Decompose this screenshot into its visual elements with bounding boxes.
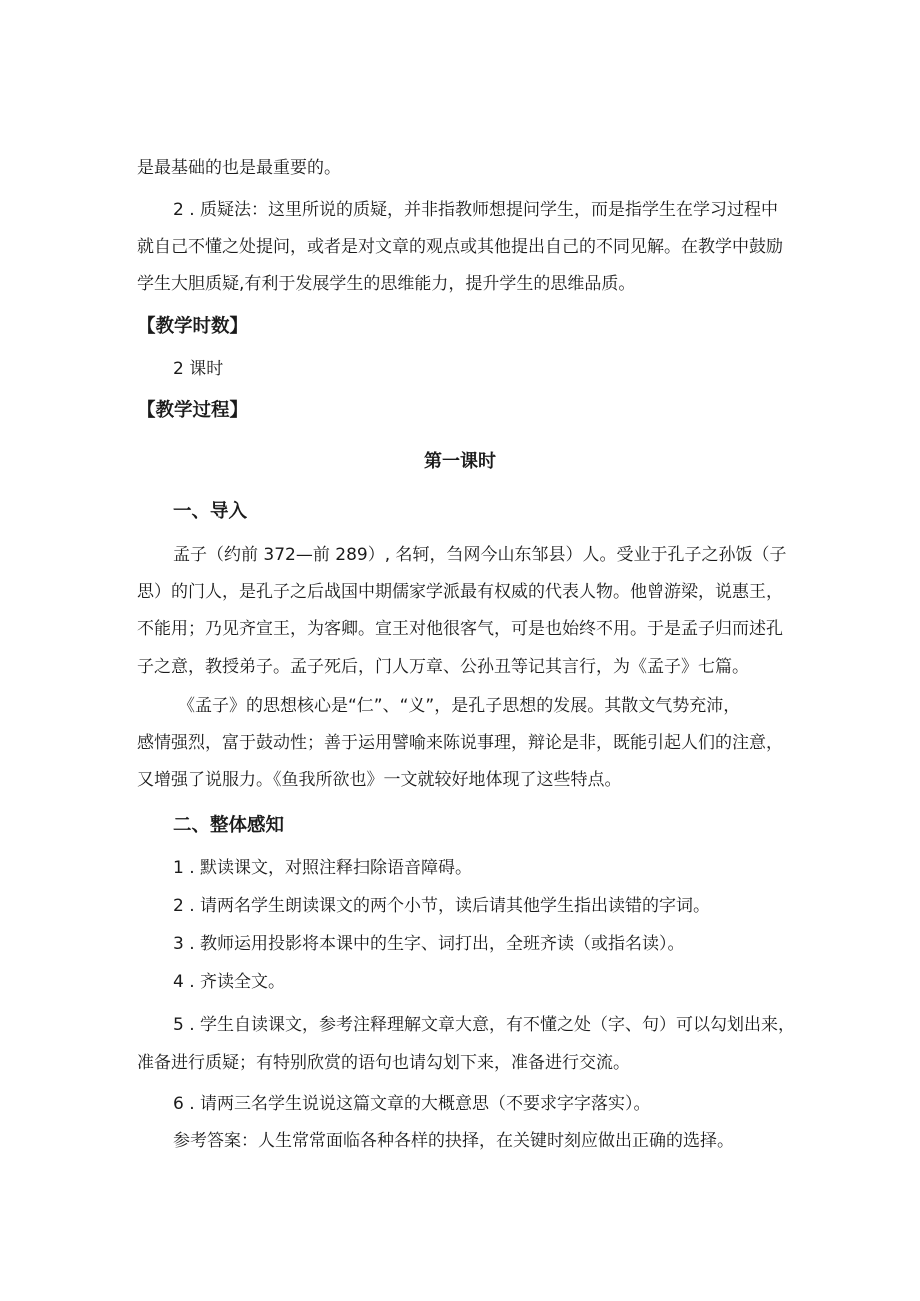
lesson-title: 第一课时 (424, 451, 496, 472)
paragraph-line: 是最基础的也是最重要的。 (137, 158, 341, 178)
section-2-item-2: 2 . 请两名学生朗读课文的两个小节，读后请其他学生指出读错的字词。 (173, 896, 711, 916)
section-2-item-6: 6 . 请两三名学生说说这篇文章的大概意思（不要求字字落实）。 (173, 1094, 651, 1114)
section-1-p2-line-1: 《孟子》的思想核心是“仁”、“义”，是孔子思想的发展。其散文气势充沛， (178, 696, 741, 716)
teaching-process-heading: 【教学过程】 (137, 400, 249, 421)
section-1-heading: 一、导入 (173, 501, 248, 522)
section-1-p1-line-2: 思）的门人，是孔子之后战国中期儒家学派最有权威的代表人物。他曾游梁，说惠王， (137, 582, 783, 602)
section-2-item-5-line-2: 准备进行质疑；有特别欣赏的语句也请勾划下来，准备进行交流。 (137, 1053, 630, 1073)
section-1-p1-line-4: 子之意，教授弟子。孟子死后，门人万章、公孙丑等记其言行，为《孟子》七篇。 (137, 657, 749, 677)
method-2-line-3: 学生大胆质疑,有利于发展学生的思维能力，提升学生的思维品质。 (137, 274, 636, 294)
section-2-item-4: 4 . 齐读全文。 (173, 972, 286, 992)
teaching-hours-heading: 【教学时数】 (137, 316, 249, 337)
section-1-p1-line-3: 不能用；乃见齐宣王，为客卿。宣王对他很客气，可是也始终不用。于是孟子归而述孔 (137, 619, 783, 639)
section-2-item-3: 3 . 教师运用投影将本课中的生字、词打出，全班齐读（或指名读）。 (173, 934, 685, 954)
reference-answer: 参考答案：人生常常面临各种各样的抉择，在关键时刻应做出正确的选择。 (173, 1131, 734, 1151)
section-1-p1-line-1: 孟子（约前 372—前 289）, 名轲，刍网今山东邹县）人。受业于孔子之孙饭（子 (173, 545, 787, 565)
section-1-p2-line-2: 感情强烈，富于鼓动性；善于运用譬喻来陈说事理，辩论是非，既能引起人们的注意， (137, 733, 783, 753)
section-2-heading: 二、整体感知 (173, 815, 285, 836)
teaching-hours-value: 2 课时 (173, 359, 224, 379)
section-2-item-1: 1 . 默读课文，对照注释扫除语音障碍。 (173, 858, 473, 878)
section-2-item-5-line-1: 5 . 学生自读课文，参考注释理解文章大意，有不懂之处（字、句）可以勾划出来， (173, 1015, 796, 1035)
method-2-line-2: 就自己不懂之处提问，或者是对文章的观点或其他提出自己的不同见解。在教学中鼓励 (137, 237, 783, 257)
method-2-line-1: 2 . 质疑法：这里所说的质疑，并非指教师想提问学生，而是指学生在学习过程中 (173, 200, 779, 220)
section-1-p2-line-3: 又增强了说服力。《鱼我所欲也》一文就较好地体现了这些特点。 (137, 770, 622, 790)
